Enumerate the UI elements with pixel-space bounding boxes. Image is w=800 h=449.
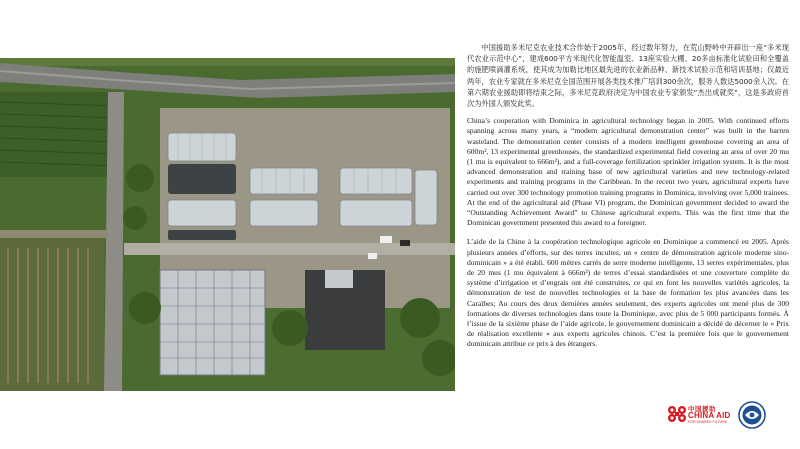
chinese-paragraph: 中国援助多米尼克农业技术合作始于2005年，经过数年努力，在荒山野岭中开辟出一座“多米现代农业示范中心”，建成600平方米现代化智能温室、13座实验大棚、20多亩标准化试验田和全覆盖的施肥喷滴灌系统，使其成为加勒比地区最先进的农业新品种、新技术试验示范和培训基地；仅最近两年，农业专家就在多米尼克全国范围开展各类技术推广培训300余次，服务人数达5000余人次。在第六期农业援助即将结束之际，多米尼克政府决定为中国农业专家颁发“杰出成就奖”，这是多政府首次为外国人颁发此奖。 bbox=[467, 43, 789, 109]
china-aid-english: CHINA AID bbox=[688, 411, 731, 420]
china-aid-chinese: 中国援助 bbox=[688, 405, 716, 413]
text-column bbox=[467, 42, 789, 350]
china-aid-logo bbox=[666, 402, 738, 426]
aerial-farm-photo bbox=[0, 58, 455, 391]
cidca-logo bbox=[738, 401, 766, 429]
english-paragraph: China’s cooperation with Dominica in agricultural technology began in 2005. With continued efforts spanning across many years, a “modern agricultural demonstration center” was built in the barren wasteland. The demonstration center consists of a modern intelligent greenhouse covering an area of 600m², 13 experimental greenhouses, the standardized experimental field covering an area of over 20 mu (1 mu is equivalent to 666m²), and a full-coverage fertilization sprinkler irrigation system. It is the most advanced demonstration and training base of new agricultural varieties and new technology-related experiments and training programs in the Caribbean. In the recent two years, agricultural experts have carried out over 300 technology promotion training programs in Dominica, involving over 5,000 trainees. At the end of the agricultural aid (Phase VI) program, the Dominican government decided to award the “Outstanding Achievement Award” to Chinese agricultural experts. This was the first time that the Dominican government presented this award to a foreigner. bbox=[467, 116, 789, 228]
china-aid-tagline: FOR SHARED FUTURE bbox=[688, 420, 728, 424]
french-paragraph: L’aide de la Chine à la coopération technologique agricole en Dominique a commencé en 2005. Après plusieurs années d’efforts, sur des terres incultes, un « centre de démonstration agricole moderne sino-dominicain » a été établi. 600 mètres carrés de serre moderne intelligente, 13 serres expérimentales, plus de 20 mus (1 mu équivalent à 666m²) de terres d’essai standardisées et une couverture complète du système d’irrigation et d’engrais ont été construites, ce qui en font les nouvelles variétés agricoles, la démonstration de test de nouvelles technologies et la base de formation les plus avancées dans les Caraïbes; Au cours des deux dernières années seulement, des experts agricoles ont mené plus de 300 formations de diverses technologies dans toute la Dominique, avec plus de 5 000 participants formés. À l’issue de la sixième phase de l’aide agricole, le gouvernement dominicain a décidé de décerner le « Prix de réalisation excellente » aux experts agricoles chinois. C’est la première fois que le gouvernement dominicain attribue ce prix à des étrangers. bbox=[467, 237, 789, 349]
china-aid-knot-icon bbox=[666, 404, 688, 424]
cidca-emblem-icon bbox=[738, 401, 766, 429]
